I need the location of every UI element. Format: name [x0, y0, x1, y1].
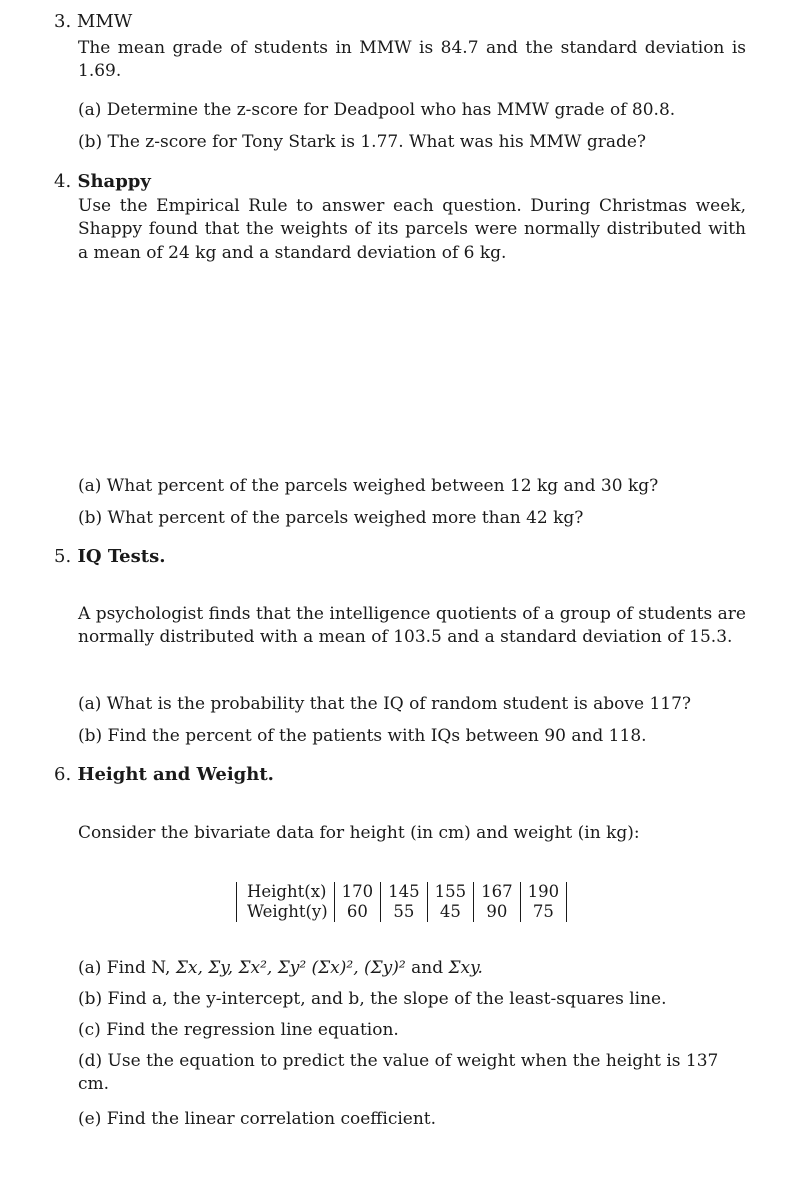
table-cell: 90	[474, 902, 521, 922]
q3-part-b: (b) The z-score for Tony Stark is 1.77. What was his MMW grade?	[78, 132, 647, 152]
table-cell: 45	[427, 902, 474, 922]
q6-part-d: (d) Use the equation to predict the value of weight when the height is 137 cm.	[78, 1051, 719, 1095]
q6-part-a	[78, 957, 748, 980]
q6-part-a-prefix: (a) Find N,	[78, 958, 176, 978]
table-cell: 145	[381, 882, 428, 902]
q5-number: 5.	[54, 546, 72, 567]
table-cell: 155	[427, 882, 474, 902]
q4-title: Shappy	[77, 171, 151, 192]
table-cell: 170	[334, 882, 381, 902]
q5-part-b: (b) Find the percent of the patients with IQs between 90 and 118.	[78, 726, 647, 746]
q6-part-a-last: Σxy.	[448, 958, 483, 978]
q4-number: 4.	[54, 171, 72, 192]
q4-intro: Use the Empirical Rule to answer each question. During Christmas week, Shappy found that the weights of its parcels were normally distributed with a mean of 24 kg and a standard deviation of 6 kg.	[78, 196, 746, 263]
table-row-weight	[237, 902, 567, 922]
q6-part-b: (b) Find a, the y-intercept, and b, the slope of the least-squares line.	[78, 989, 667, 1009]
q4-part-b: (b) What percent of the parcels weighed more than 42 kg?	[78, 508, 584, 528]
q5-title: IQ Tests.	[77, 546, 166, 567]
q6-title: Height and Weight.	[77, 764, 274, 785]
q4-heading	[54, 170, 151, 195]
q6-part-a-sums: Σx, Σy, Σx², Σy² (Σx)², (Σy)²	[175, 958, 406, 978]
table-row-label: Height(x)	[237, 882, 335, 902]
table-row-label: Weight(y)	[237, 902, 335, 922]
table-cell: 167	[474, 882, 521, 902]
q4-part-a: (a) What percent of the parcels weighed between 12 kg and 30 kg?	[78, 476, 659, 496]
q6-intro: Consider the bivariate data for height (in cm) and weight (in kg):	[78, 823, 640, 843]
bivariate-table	[236, 882, 567, 922]
table-cell: 60	[334, 902, 381, 922]
q3-part-a: (a) Determine the z-score for Deadpool who has MMW grade of 80.8.	[78, 100, 676, 120]
table-row-height	[237, 882, 567, 902]
q3-heading: 3. MMW	[54, 11, 133, 32]
table-cell: 190	[520, 882, 567, 902]
table-cell: 75	[520, 902, 567, 922]
q6-part-a-and: and	[405, 958, 449, 978]
q6-part-c: (c) Find the regression line equation.	[78, 1020, 399, 1040]
q6-number: 6.	[54, 764, 72, 785]
q5-heading	[54, 545, 165, 570]
q3-intro: The mean grade of students in MMW is 84.7 and the standard deviation is 1.69.	[78, 38, 746, 82]
q5-part-a: (a) What is the probability that the IQ of random student is above 117?	[78, 694, 692, 714]
q6-part-e: (e) Find the linear correlation coefficient.	[78, 1109, 437, 1129]
q6-heading	[54, 763, 274, 788]
table-cell: 55	[381, 902, 428, 922]
q5-intro: A psychologist finds that the intelligence quotients of a group of students are normally distributed with a mean of 103.5 and a standard deviation of 15.3.	[78, 604, 746, 648]
